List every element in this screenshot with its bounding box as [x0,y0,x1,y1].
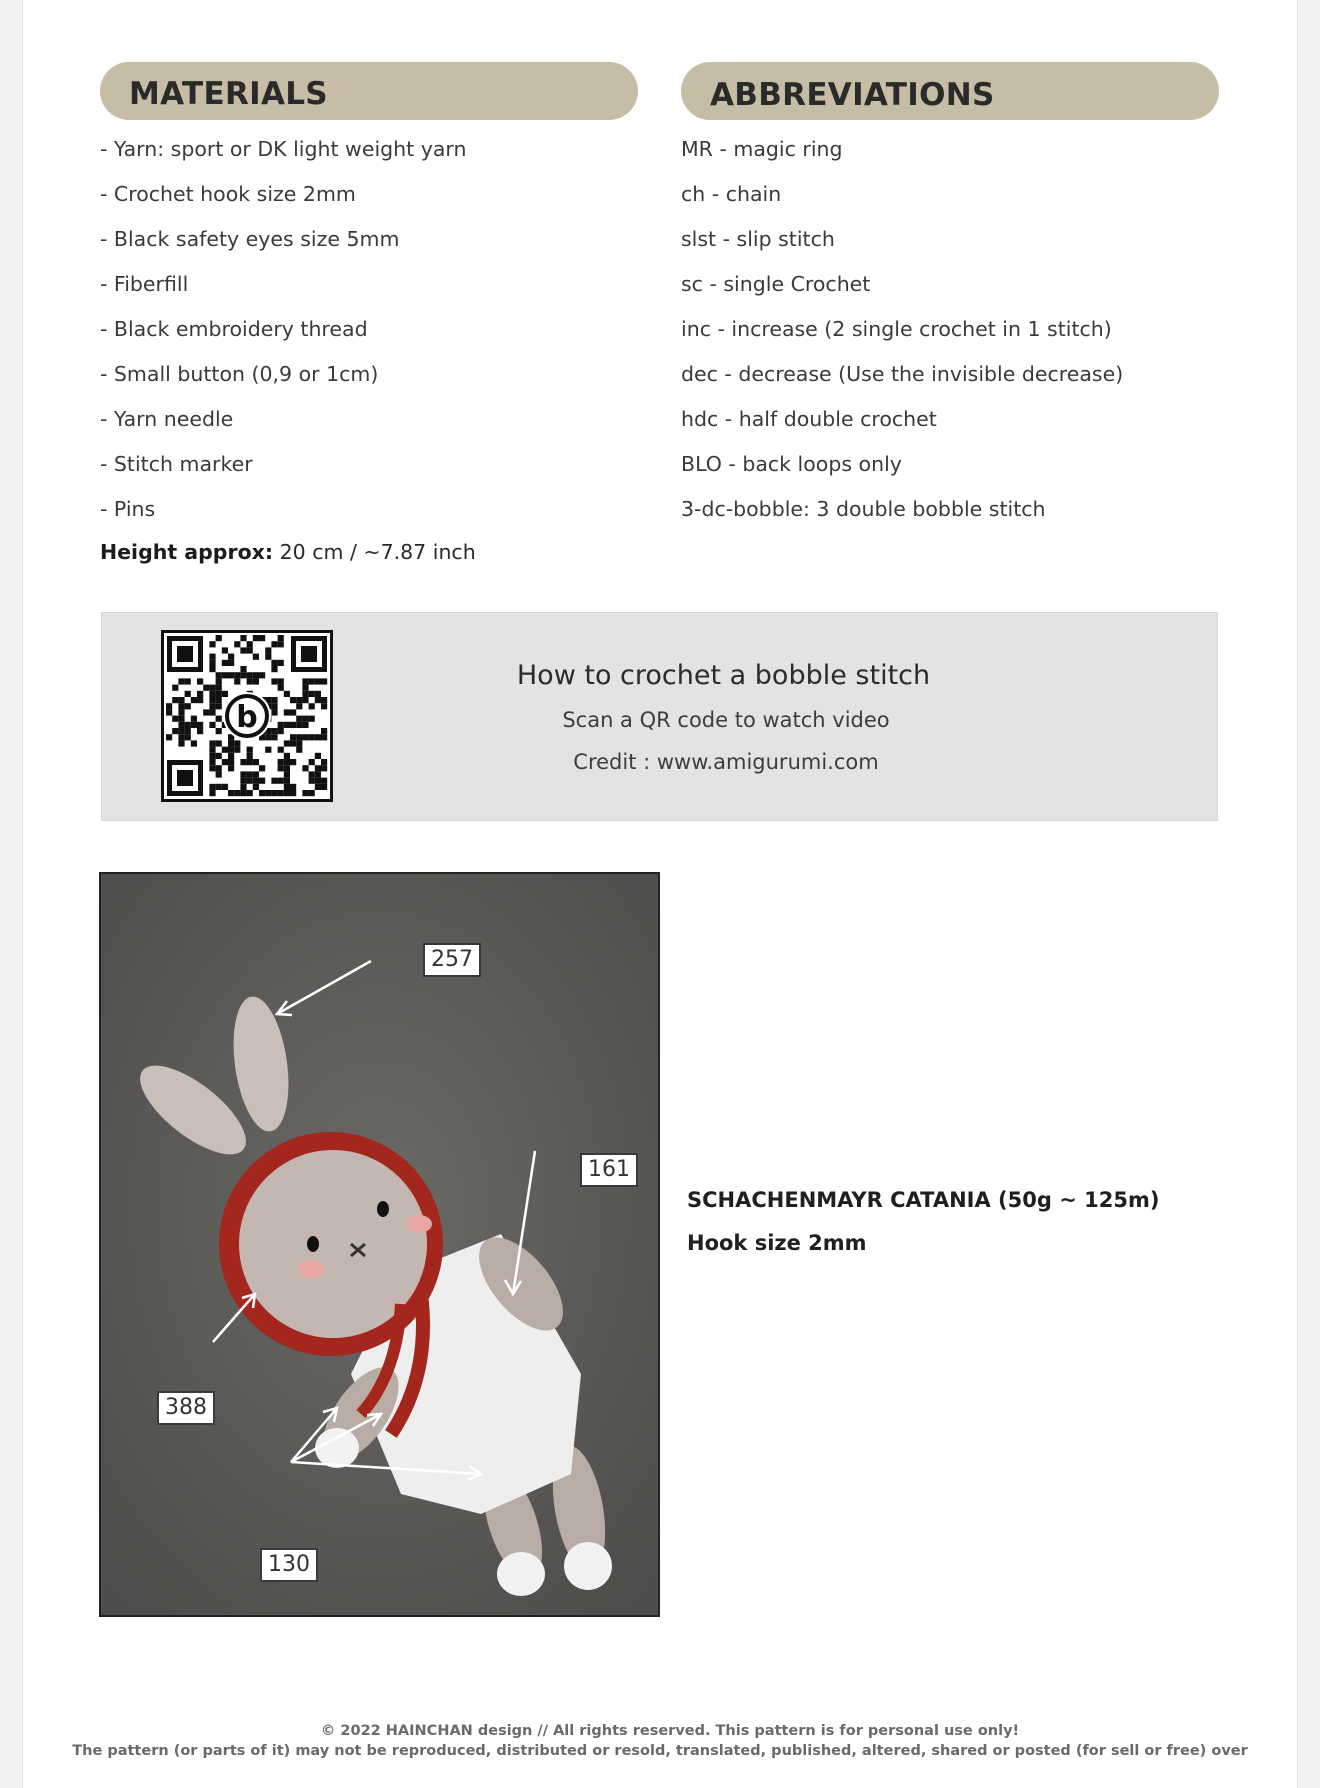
qr-module [240,647,246,653]
materials-item: - Yarn needle [100,407,234,431]
height-value: 20 cm / ~7.87 inch [279,540,476,564]
qr-module [296,734,302,740]
abbreviation-item: MR - magic ring [681,137,843,161]
qr-module [166,734,172,740]
qr-module [290,790,296,796]
qr-module [234,740,240,746]
qr-module [197,697,203,703]
qr-module [284,790,290,796]
qr-module [216,635,222,641]
qr-module [302,734,308,740]
qr-module [247,778,253,784]
qr-module [302,790,308,796]
yarn-color-label: 161 [580,1153,638,1187]
materials-title: MATERIALS [129,76,328,112]
qr-module [321,784,327,790]
qr-module [209,697,215,703]
abbreviation-item: dec - decrease (Use the invisible decrease) [681,362,1124,386]
qr-module [309,691,315,697]
abbreviation-item: 3-dc-bobble: 3 double bobble stitch [681,497,1046,521]
qr-module [247,641,253,647]
qr-module [315,697,321,703]
qr-module [321,697,327,703]
hook-size: Hook size 2mm [687,1231,867,1255]
materials-item: - Stitch marker [100,452,253,476]
qr-module [191,740,197,746]
qr-module [178,740,184,746]
qr-module [265,790,271,796]
qr-module [228,654,234,660]
materials-item: - Yarn: sport or DK light weight yarn [100,137,467,161]
bunny-photo [99,872,660,1617]
qr-module [296,740,302,746]
yarn-color-label: 257 [423,943,481,977]
qr-module [253,635,259,641]
yarn-color-label: 388 [157,1391,215,1425]
qr-module [290,740,296,746]
materials-list [100,134,466,539]
qr-module [309,790,315,796]
bunny-illustration [101,874,658,1615]
qr-module [315,734,321,740]
qr-module [278,778,284,784]
yarn-color-label: 130 [260,1548,318,1582]
qr-module [265,647,271,653]
abbreviation-item: slst - slip stitch [681,227,835,251]
qr-module [265,654,271,660]
materials-item: - Small button (0,9 or 1cm) [100,362,379,386]
qr-module [271,641,277,647]
qr-module [284,691,290,697]
qr-module [240,784,246,790]
video-title: How to crochet a bobble stitch [516,660,931,691]
qr-module [271,734,277,740]
copyright-notice: © 2022 HAINCHAN design // All rights reserved. This pattern is for personal use only! [320,1723,1020,1739]
qr-module [228,790,234,796]
qr-module [191,697,197,703]
qr-module [178,734,184,740]
qr-module [222,784,228,790]
qr-module [265,734,271,740]
qr-module [296,697,302,703]
qr-module [247,647,253,653]
yarn-brand: SCHACHENMAYR CATANIA (50g ~ 125m) [687,1188,1160,1212]
qr-module [309,778,315,784]
qr-module [234,790,240,796]
qr-module [259,778,265,784]
qr-module [302,697,308,703]
qr-module [278,790,284,796]
qr-module [315,778,321,784]
qr-module [302,691,308,697]
qr-module [309,734,315,740]
qr-module [209,790,215,796]
qr-logo-letter: b [236,700,258,735]
qr-module [278,635,284,641]
qr-module [240,778,246,784]
qr-module [284,784,290,790]
abbreviation-item: ch - chain [681,182,782,206]
qr-module [216,740,222,746]
materials-item: - Black safety eyes size 5mm [100,227,400,251]
qr-module [209,740,215,746]
qr-module [321,734,327,740]
qr-module [209,654,215,660]
qr-module [253,778,259,784]
qr-module [185,691,191,697]
materials-item: - Pins [100,497,156,521]
qr-module [209,691,215,697]
qr-module [271,697,277,703]
abbreviations-title: ABBREVIATIONS [710,77,995,113]
video-credit[interactable]: Credit : www.amigurumi.com [573,750,879,774]
qr-module [222,691,228,697]
usage-notice: The pattern (or parts of it) may not be reproduced, distributed or resold, translated, published, altered, shared or posted (for sell or free) over [72,1743,1248,1759]
qr-module [240,790,246,796]
height-approx [100,537,476,567]
abbreviation-item: BLO - back loops only [681,452,902,476]
qr-module [290,697,296,703]
qr-module [271,778,277,784]
qr-module [315,691,321,697]
qr-module [172,697,178,703]
abbreviation-item: sc - single Crochet [681,272,871,296]
qr-module [216,691,222,697]
qr-module [253,784,259,790]
qr-module [209,641,215,647]
qr-module [234,641,240,647]
height-label: Height approx: [100,540,274,564]
qr-module [197,691,203,697]
materials-item: - Crochet hook size 2mm [100,182,356,206]
abbreviation-item: hdc - half double crochet [681,407,937,431]
materials-item: - Fiberfill [100,272,189,296]
qr-module [290,784,296,790]
qr-module [259,790,265,796]
qr-module [228,740,234,746]
qr-module [284,778,290,784]
qr-module [284,740,290,746]
qr-module [185,734,191,740]
abbreviations-list [681,134,1123,539]
video-subtitle: Scan a QR code to watch video [562,708,890,732]
qr-module [271,790,277,796]
qr-module [247,790,253,796]
materials-item: - Black embroidery thread [100,317,368,341]
qr-module [315,784,321,790]
qr-module [216,784,222,790]
qr-module [259,635,265,641]
abbreviation-item: inc - increase (2 single crochet in 1 stitch) [681,317,1112,341]
qr-module [240,635,246,641]
qr-module [290,734,296,740]
qr-module [178,697,184,703]
qr-module [253,654,259,660]
qr-module [321,778,327,784]
qr-module [216,697,222,703]
qr-module [278,641,284,647]
qr-module [222,647,228,653]
qr-module [209,784,215,790]
